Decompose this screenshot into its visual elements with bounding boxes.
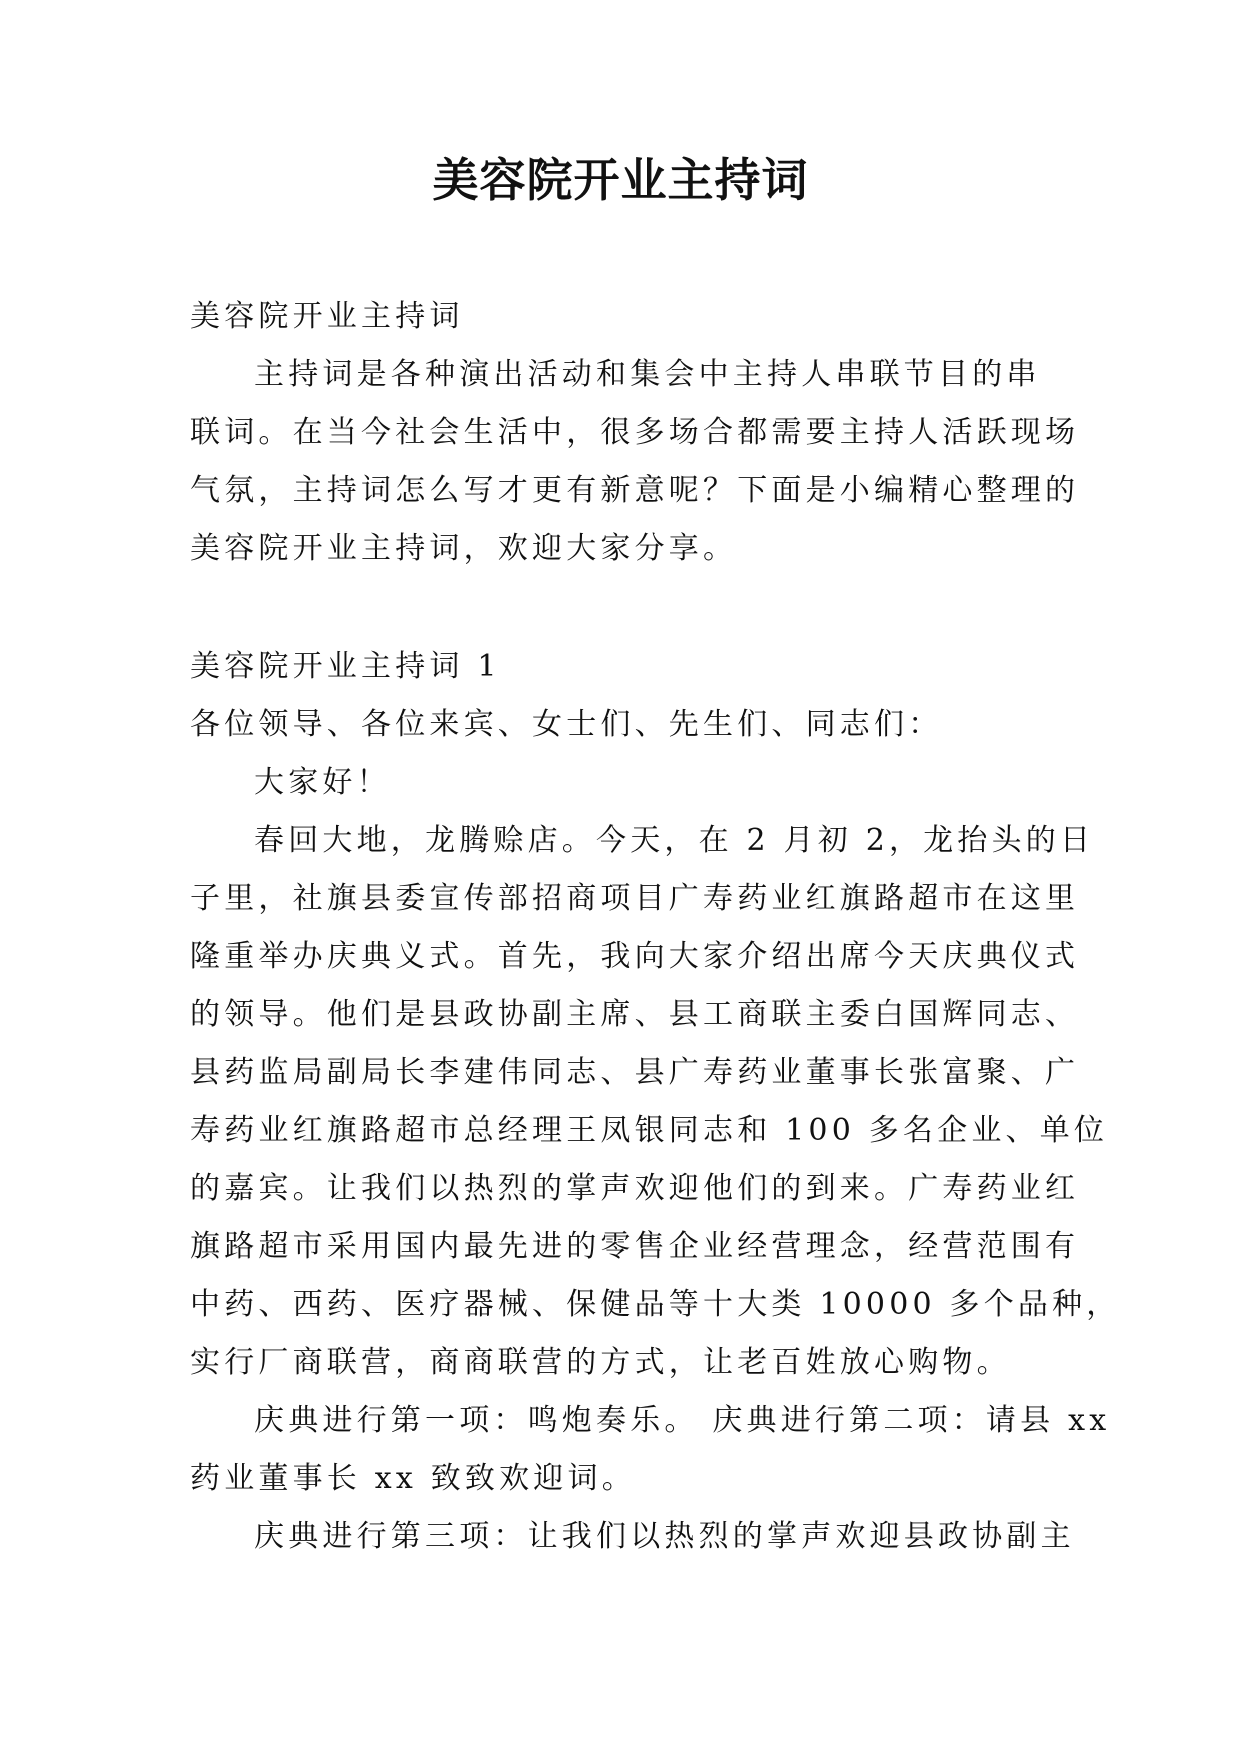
salutation: 各位领导、各位来宾、女士们、先生们、同志们： — [190, 707, 943, 742]
section-spacer — [190, 578, 1050, 638]
body-line: 县药监局副局长李建伟同志、县广寿药业董事长张富聚、广 — [190, 1055, 1080, 1090]
body-line: 的嘉宾。让我们以热烈的掌声欢迎他们的到来。广寿药业红 — [190, 1171, 1080, 1206]
intro-line: 联词。在当今社会生活中，很多场合都需要主持人活跃现场 — [190, 415, 1080, 450]
item3-line: 庆典进行第三项：让我们以热烈的掌声欢迎县政协副主 — [254, 1519, 1075, 1554]
intro-line: 主持词是各种演出活动和集会中主持人串联节目的串 — [254, 357, 1041, 392]
body-line: 中药、西药、医疗器械、保健品等十大类 10000 多个品种， — [190, 1287, 1121, 1322]
intro-line: 气氛，主持词怎么写才更有新意呢？下面是小编精心整理的 — [190, 473, 1080, 508]
body-line: 寿药业红旗路超市总经理王凤银同志和 100 多名企业、单位 — [190, 1113, 1109, 1148]
section1-heading: 美容院开业主持词 1 — [190, 649, 501, 684]
body-paragraph — [190, 812, 1121, 1392]
body-line: 隆重举办庆典义式。首先，我向大家介绍出席今天庆典仪式 — [190, 939, 1080, 974]
item-line: 药业董事长 xx 致致欢迎词。 — [190, 1461, 636, 1496]
document-body — [190, 288, 1121, 1566]
items-paragraph — [190, 1392, 1111, 1508]
document-title: 美容院开业主持词 — [432, 153, 809, 207]
body-line: 子里，社旗县委宣传部招商项目广寿药业红旗路超市在这里 — [190, 881, 1080, 916]
body-line: 春回大地，龙腾赊店。今天，在 2 月初 2，龙抬头的日 — [254, 823, 1095, 858]
body-line: 实行厂商联营，商商联营的方式，让老百姓放心购物。 — [190, 1345, 1011, 1380]
intro-heading: 美容院开业主持词 — [190, 299, 464, 334]
intro-paragraph — [190, 346, 1080, 578]
item-line: 庆典进行第一项：鸣炮奏乐。 庆典进行第二项：请县 xx — [254, 1403, 1111, 1438]
body-line: 旗路超市采用国内最先进的零售企业经营理念，经营范围有 — [190, 1229, 1080, 1264]
greeting: 大家好！ — [254, 765, 391, 800]
body-line: 的领导。他们是县政协副主席、县工商联主委白国辉同志、 — [190, 997, 1080, 1032]
intro-line: 美容院开业主持词，欢迎大家分享。 — [190, 531, 738, 566]
